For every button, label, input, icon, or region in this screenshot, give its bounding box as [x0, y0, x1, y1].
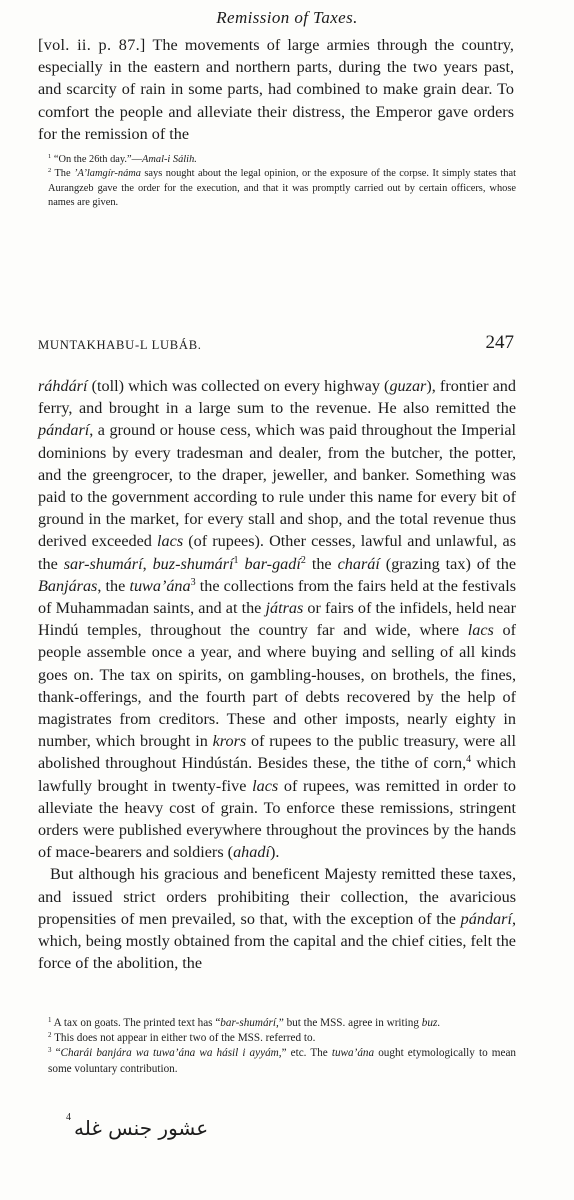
italic-term: tuwa’ána: [129, 576, 191, 595]
footnote-marker: 1: [233, 554, 239, 566]
text-run: of people assemble once a year, and where buying and selling of all kinds goes on. The tax on spirits, on gambling-houses, on brothels, the fines, thank-offerings, and the fourth part of debts recovered by the help of magistrates from creditors. These and other imposts, nearly eighty in number, which brought in: [38, 621, 517, 751]
text-run: which lawfully brought in twenty-five: [38, 754, 516, 795]
bottom-footnote-3: [48, 1046, 516, 1076]
footnote-marker: 3: [190, 576, 196, 588]
footnote-text: .: [437, 1017, 441, 1029]
footnote-text: The: [54, 168, 75, 180]
text-run: or fairs of the infidels, held near Hindú temples, throughout the country far and wide, where: [38, 599, 516, 640]
footnote-text: “: [55, 1047, 61, 1060]
italic-term: Charái banjára wa tuwa’ána wa hásil i ayyám,: [60, 1047, 282, 1060]
text-run: ,: [142, 554, 153, 573]
italic-term: pándarí: [38, 421, 90, 440]
paragraph-2: [38, 863, 516, 974]
text-run: the collections from the fairs held at the festivals of Muhammadan saints, and at the: [38, 576, 516, 618]
footnote-text: says nought about the legal opinion, or the exposure of the corpse. It simply states that Aurangzeb gave the order for the execution, and that it was promptly carried out by certain officers, whose names are given.: [48, 168, 516, 209]
footnote-source: ’A’lamgír-náma: [74, 168, 141, 180]
text-run: the: [305, 554, 338, 573]
italic-term: ráhdárí: [38, 377, 88, 395]
italic-term: krors: [212, 732, 247, 751]
bottom-footnote-4-marker: 4: [66, 1112, 71, 1123]
text-run: , a ground or house cess, which was paid throughout the Imperial dominions by every tradesman and dealer, from the butcher, the potter, and the greengrocer, to the draper, jeweller, and banker. Something was paid to the government according to rule under this name for every bit of ground in the market, for every stall and shop, and the total revenue thus derived exceeded: [38, 421, 516, 551]
footnote-text: “On the 26th day.”—: [53, 154, 143, 165]
text-run: , the: [97, 576, 130, 595]
top-footnote-1: [48, 153, 516, 167]
running-head-title: MUNTAKHABU-L LUBÁB.: [38, 338, 202, 352]
italic-term: játras: [265, 599, 304, 618]
text-run: ), frontier and ferry, and brought in a large sum to the revenue. He also remitted the: [38, 377, 516, 418]
footnote-text: ” but the MSS. agree in writing: [278, 1017, 422, 1029]
footnote-source: Amal-i Sálih.: [142, 154, 197, 165]
italic-term: guzar: [389, 377, 427, 395]
footnote-marker: 2: [48, 167, 52, 175]
top-paragraph: [38, 34, 514, 145]
footnote-text: A tax on goats. The printed text has “: [53, 1017, 221, 1029]
italic-term: sar-shumárí: [63, 554, 143, 573]
italic-term: lacs: [157, 532, 184, 551]
italic-term: charáí: [337, 554, 380, 573]
footnote-marker: 2: [300, 554, 306, 566]
footnote-marker: 1: [48, 1015, 52, 1024]
footnote-text: ” etc. The: [281, 1047, 332, 1060]
italic-term: pándarí: [460, 909, 512, 928]
footnote-text: ought etymologically to mean some voluntary contribution.: [48, 1047, 517, 1075]
paragraph-1: [38, 375, 516, 863]
bottom-footnotes: [48, 1016, 516, 1077]
italic-term: lacs: [252, 776, 279, 795]
bottom-footnote-1: [48, 1016, 516, 1031]
text-run: (of rupees). Other cesses, lawful and unlawful, as the: [38, 532, 517, 573]
page-header-title: Remission of Taxes.: [216, 8, 358, 27]
running-head: [38, 332, 514, 353]
footnote-text: This does not appear in either two of the MSS. referred to.: [54, 1032, 316, 1045]
footnote-marker: 3: [48, 1046, 52, 1055]
italic-term: Banjáras: [38, 576, 98, 595]
text-run: of rupees, was remitted in order to alleviate the heavy cost of grain. To enforce these remissions, stringent orders were published everywhere throughout the provinces by the hands of mace-bearers and soldiers (: [38, 776, 516, 862]
footnote-marker: 1: [48, 153, 52, 161]
text-run: , which, being mostly obtained from the capital and the chief cities, felt the force of the abolition, the: [38, 909, 516, 973]
text-run: ).: [269, 843, 280, 862]
bottom-footnote-2: [48, 1031, 516, 1046]
page-number: 247: [485, 332, 514, 353]
italic-term: bar-gadí: [244, 554, 301, 573]
text-run: (toll) which was collected on every highway (: [87, 377, 390, 395]
italic-term: ahadí: [233, 843, 270, 862]
footnote-marker: 4: [466, 754, 472, 766]
italic-term: lacs: [467, 621, 494, 640]
bottom-footnote-4-arabic: عشور جنس غله: [74, 1116, 209, 1140]
top-paragraph-text: The movements of large armies through the country, especially in the eastern and northern parts, during the two years past, and scarcity of rain in some parts, had combined to make grain dear. To comfort the people and alleviate their distress, the Emperor gave orders for the remission of the: [38, 36, 514, 143]
text-run: (grazing tax) of the: [379, 554, 517, 573]
text-run: But although his gracious and beneficent Majesty remitted these taxes, and issued strict orders prohibiting their collection, the avaricious propensities of men prevailed, so that, with the exception of the: [38, 865, 516, 928]
italic-term: bar-shumárí,: [220, 1017, 279, 1029]
footnote-marker: 2: [48, 1031, 52, 1040]
top-footnotes: [48, 153, 516, 211]
italic-term: buz: [421, 1017, 438, 1029]
main-text: [38, 375, 516, 974]
italic-term: buz-shumárí: [152, 554, 234, 573]
italic-term: tuwa’ána: [331, 1047, 375, 1060]
text-run: of rupees to the public treasury, were all abolished throughout Hindústán. Besides these, the tithe of corn,: [38, 732, 516, 773]
volume-reference: [vol. ii. p. 87.]: [38, 36, 146, 54]
top-footnote-2: [48, 167, 516, 210]
